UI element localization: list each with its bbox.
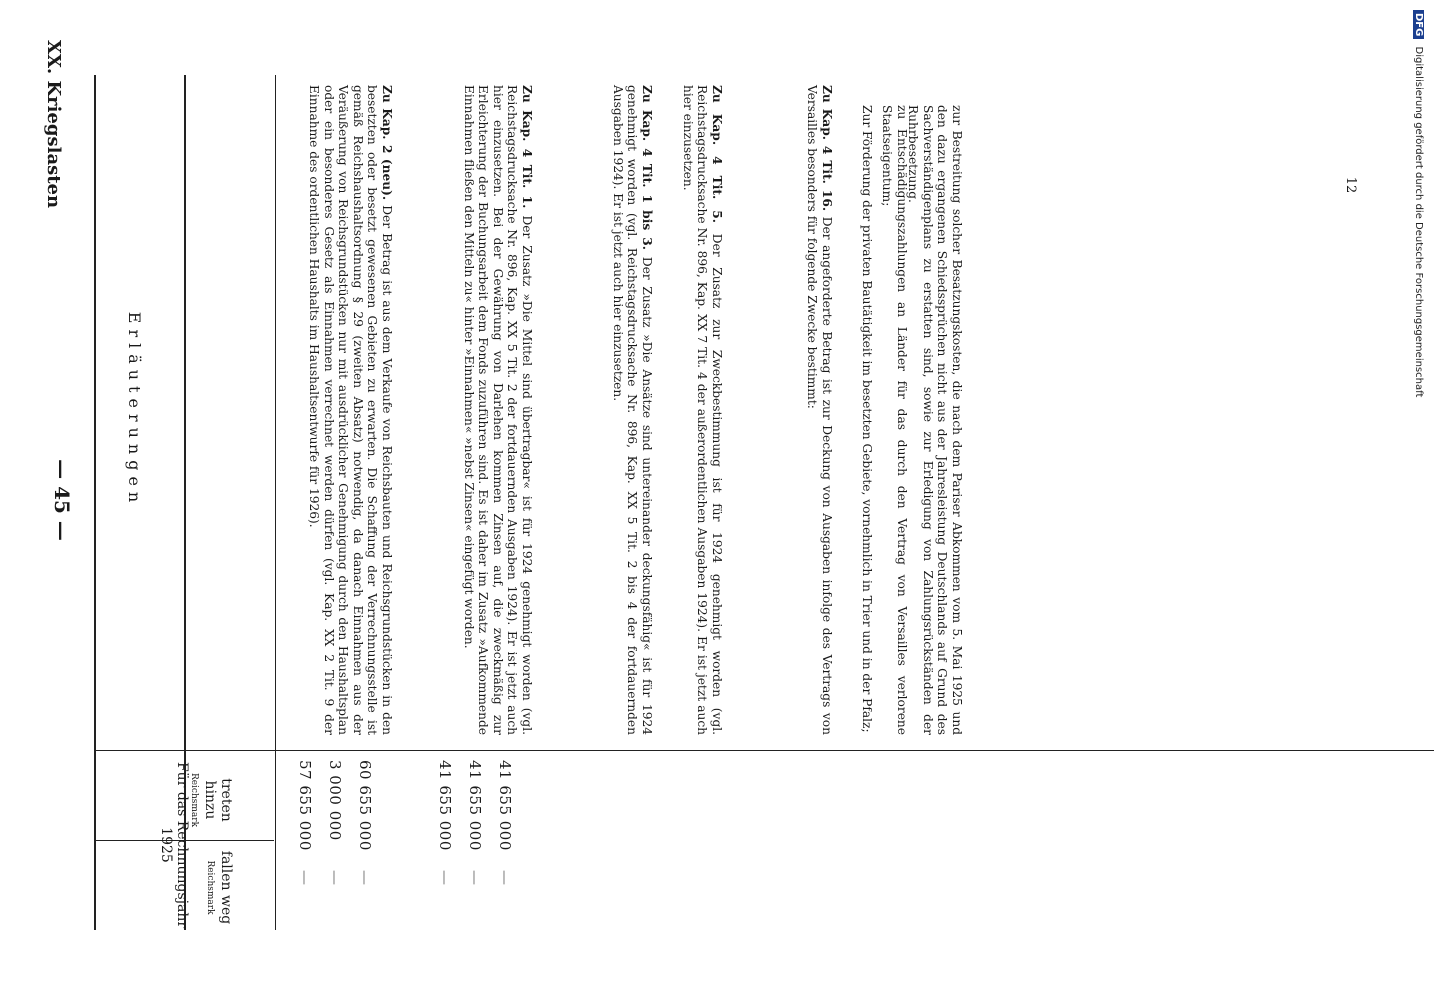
dfg-logo: DFG	[1413, 10, 1424, 39]
amount-row-3: 60 655 000	[356, 760, 374, 851]
notes-header: Erläuterungen	[125, 311, 144, 509]
amount-row-5: 41 655 000	[466, 760, 484, 851]
chapter-title: XX. Kriegslasten	[43, 40, 64, 209]
year-group-header: Für das Rechnungsjahr 1925	[158, 761, 190, 929]
col-divider-amounts-notes	[94, 750, 1434, 751]
footer-number: 12	[1343, 176, 1358, 194]
amount-col-rule	[275, 75, 276, 930]
col-add-header: treten hinzu Reichsmark	[189, 772, 234, 828]
top-rule	[94, 75, 96, 930]
note-kap4-tit5: Zu Kap. 4 Tit. 5. Der Zusatz zur Zweckbestimmung ist für 1924 genehmigt worden (vgl. Reichstagsdrucksache Nr. 896, Kap. XX 7 Tit. 4 der außerordentlichen Ausgaben 1924). Er ist jetzt auch hier einzusetzen.	[680, 85, 724, 736]
col-drop-header: fallen weg Reichsmark	[205, 850, 234, 925]
drop-row-1: —	[296, 870, 314, 885]
amount-row-4: 41 655 000	[436, 760, 454, 851]
note-kap4-tit16: Zu Kap. 4 Tit. 16. Der angeforderte Betrag ist zur Deckung von Ausgaben infolge des Vertrags von Versailles besonders für folgende Zwecke bestimmt:	[805, 85, 834, 735]
drop-row-4: —	[436, 870, 454, 885]
note-kap4-tit1-3: Zu Kap. 4 Tit. 1 bis 3. Der Zusatz »Die Ansätze sind untereinander deckungsfähig« ist für 1924 genehmigt worden (vgl. Reichstagsdrucksache Nr. 896, Kap. XX 5 Tit. 2 bis 4 der fortdauernden Ausgaben 1924). Er ist jetzt auch hier einzusetzen.	[610, 85, 654, 735]
note-item-3: zur Bestreitung solcher Besatzungskosten, die nach dem Pariser Abkommen vom 5. Mai 1925 und den dazu ergangenen Schiedssprüchen nicht aus der Jahresleistung Deutschlands auf Grund des Sachverständigenplans zu erstatten sind, sowie zur Erledigung von Zahlungsrückständen der Ruhrbesetzung.	[906, 105, 964, 735]
page-number: — 45 —	[50, 459, 74, 541]
drop-row-3: —	[356, 870, 374, 885]
note-kap4-tit1: Zu Kap. 4 Tit. 1. Der Zusatz »Die Mittel sind übertragbar« ist für 1924 genehmigt worden (vgl. Reichstagsdrucksache Nr. 896, Kap. XX 5 Tit. 2 der fortdauernden Ausgaben 1924). Er ist jetzt auch hier einzusetzen. Bei der Gewährung von Darlehen kommen Zinsen auf, die zweckmäßig zur Erleichterung der Buchungsarbeit dem Fonds zuzuführen sind. Es ist daher im Zusatz »Aufkommende Einnahmen fließen den Mitteln zu« hinter »Einnahmen« »nebst Zinsen« eingefügt worden.	[461, 85, 534, 736]
drop-row-6: —	[496, 870, 514, 885]
drop-row-5: —	[466, 870, 484, 885]
amount-row-2: 3 000 000	[326, 760, 344, 841]
note-kap2: Zu Kap. 2 (neu). Der Betrag ist aus dem Verkaufe von Reichsbauten und Reichsgrundstücken in den besetzten oder besetzt gewesenen Gebieten zu erwarten. Die Schaffung der Verrechnungsstelle ist gemäß Reichshaushaltsordnung § 29 (zweiten Absatz) notwendig, da danach Einnahmen aus der Veräußerung von Reichsgrundstücken nur mit ausdrücklicher Genehmigung durch den Haushaltsplan oder ein besonderes Gesetz als Einnahmen verrechnet werden dürfen (vgl. Kap. XX 2 Tit. 9 der Einnahme des ordentlichen Haushalts im Haushaltsentwurfe für 1926).	[307, 85, 394, 736]
note-item-1: Zur Förderung der privaten Bautätigkeit im besetzten Gebiete, vornehmlich in Trier und in der Pfalz;	[860, 105, 874, 733]
note-item-2: zu Entschädigungszahlungen an Länder für das durch den Vertrag von Versailles verlorene Staatseigentum;	[880, 105, 909, 735]
amount-row-1: 57 655 000	[296, 760, 314, 851]
amount-row-6: 41 655 000	[496, 760, 514, 851]
drop-row-2: —	[326, 870, 344, 885]
dfg-credit-text: Digitalisierung gefördert durch die Deutsche Forschungsgemeinschaft	[1413, 46, 1424, 398]
